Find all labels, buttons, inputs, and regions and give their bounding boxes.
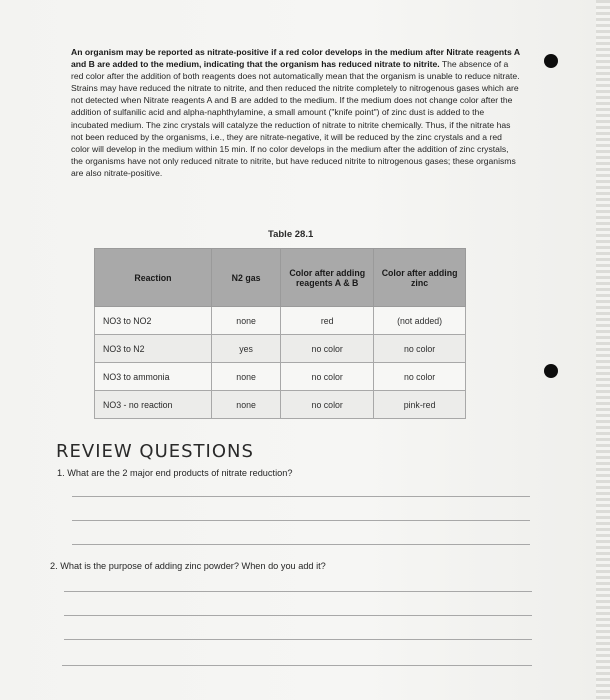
cell-n2: yes xyxy=(211,335,280,363)
cell-n2: none xyxy=(211,391,280,419)
cell-ab: red xyxy=(281,307,374,335)
question-2: 2. What is the purpose of adding zinc powder? When do you add it? xyxy=(50,561,326,571)
cell-zinc: pink-red xyxy=(374,391,466,419)
answer-line[interactable] xyxy=(72,544,530,545)
table-row xyxy=(95,363,466,391)
cell-reaction: NO3 - no reaction xyxy=(95,391,212,419)
table-header-row xyxy=(95,249,466,307)
table-row xyxy=(95,335,466,363)
table-caption: Table 28.1 xyxy=(268,229,314,240)
page-binding-edge xyxy=(596,0,610,700)
intro-paragraph xyxy=(71,46,521,179)
answer-line[interactable] xyxy=(72,520,530,521)
cell-reaction: NO3 to NO2 xyxy=(95,307,212,335)
intro-body-text: The absence of a red color after the addition of both reagents does not automatically mean that the organism is unable to reduce nitrate. Strains may have reduced the nitrate to nitrite, and then reduced the nitrite completely to nitrogenous gases which are not detected when Nitrate reagents A and B are added to the medium. If the medium does not change color after the addition of sulfanilic acid and alpha-naphthylamine, a small amount ("knife point") of zinc dust is added to the incubated medium. The zinc crystals will catalyze the reduction of nitrate to nitrite chemically. Thus, if the nitrate has not been reduced by the organisms, i.e., they are nitrate-negative, it will be reduced by the zinc crystals and a red color will develop in the medium within 15 min. If no color develops in the medium after the addition of zinc crystals, the organisms have not only reduced nitrate to nitrite, but have reduced nitrite to nitrogenous gases; these organisms are also nitrate-positive. xyxy=(71,59,520,178)
cell-ab: no color xyxy=(281,335,374,363)
answer-line[interactable] xyxy=(64,639,532,640)
answer-line[interactable] xyxy=(64,591,532,592)
cell-ab: no color xyxy=(281,391,374,419)
cell-zinc: no color xyxy=(374,335,466,363)
binder-hole-icon xyxy=(544,54,558,68)
cell-zinc: no color xyxy=(374,363,466,391)
cell-ab: no color xyxy=(281,363,374,391)
header-n2-gas: N2 gas xyxy=(211,249,280,307)
table-row xyxy=(95,391,466,419)
answer-line[interactable] xyxy=(72,496,530,497)
question-1: 1. What are the 2 major end products of nitrate reduction? xyxy=(57,468,293,478)
review-questions-heading: REVIEW QUESTIONS xyxy=(56,441,254,462)
table-row xyxy=(95,307,466,335)
nitrate-reduction-table xyxy=(94,248,466,419)
answer-line[interactable] xyxy=(64,615,532,616)
header-color-after-ab: Color after adding reagents A & B xyxy=(281,249,374,307)
header-reaction: Reaction xyxy=(95,249,212,307)
cell-zinc: (not added) xyxy=(374,307,466,335)
cell-n2: none xyxy=(211,307,280,335)
cell-n2: none xyxy=(211,363,280,391)
binder-hole-icon xyxy=(544,364,558,378)
cell-reaction: NO3 to N2 xyxy=(95,335,212,363)
cell-reaction: NO3 to ammonia xyxy=(95,363,212,391)
answer-line[interactable] xyxy=(62,665,532,666)
intro-bold-text: An organism may be reported as nitrate-positive if a red color develops in the medium after Nitrate reagents A and B are added to the medium, indicating that the organism has reduced nitrate to nitrite. xyxy=(71,47,520,70)
header-color-after-zinc: Color after adding zinc xyxy=(374,249,466,307)
